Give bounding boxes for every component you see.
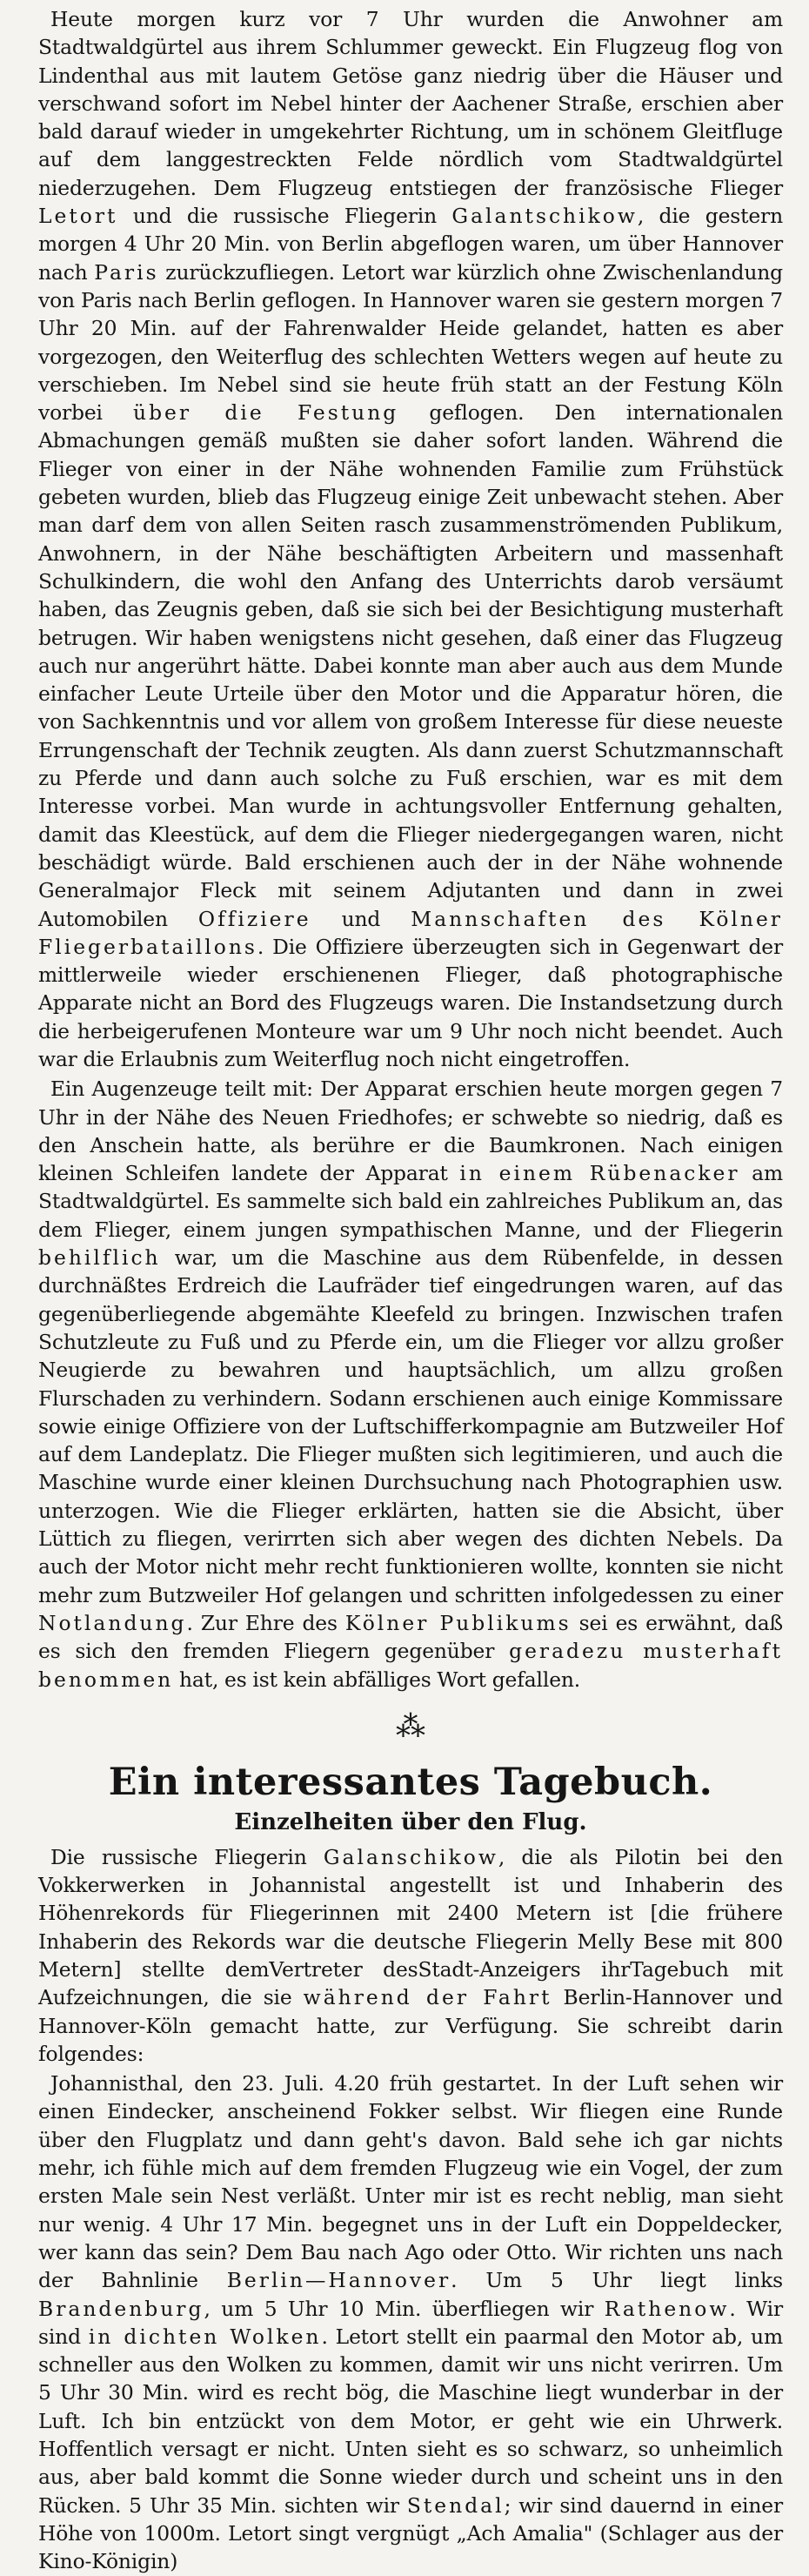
text-run: war, um die Maschine aus dem Rübenfelde, in dessen durchnäßtes Erdreich die Laufräder tief eingedrungen waren, auf das gegenüberliegende abgemähte Kleefeld zu bringen. Inzwischen trafen Schutzleute zu Fuß und zu Pferde ein, um die Flieger vor allzu großer Neugierde zu bewahren und hauptsächlich, um allzu großen Flurschaden zu verhindern. Sodann erschienen auch einige Kommissare sowie einige Offiziere von der Luftschifferkompagnie am Butzweiler Hof auf dem Landeplatz. Die Flieger mußten sich legitimieren, und auch die Maschine wurde einer kleinen Durchsuchung nach Photographien usw. unterzogen. Wie die Flieger erklärten, hatten sie die Absicht, über Lüttich zu fliegen, verirrten sich aber wegen des dichten Nebels. Da auch der Motor nicht mehr recht funktionieren wollte, konnten sie nicht mehr zum Butzweiler Hof gelangen und schritten infolgedessen zu einer (38, 1245, 783, 1607)
text-run: hat, es ist kein abfälliges Wort gefallen. (173, 1667, 581, 1692)
text-run: Heute morgen kurz vor 7 Uhr wurden die Anwohner am Stadtwaldgürtel aus ihrem Schlummer geweckt. Ein Flugzeug flog von Lindenthal aus mit lautem Getöse ganz niedrig über die Häuser und verschwand sofort im Nebel hinter der Aachener Straße, erschien aber bald darauf wieder in umgekehrter Richtung, um in schönem Gleitfluge auf dem langgestreckten Felde nördlich vom Stadtwaldgürtel niederzugehen. Dem Flugzeug entstiegen der französische Flieger (38, 7, 783, 200)
article-paragraph (38, 2070, 783, 2575)
text-run: , die als Pilotin bei den Vokkerwerken in Johannistal angestellt ist und Inhaberin des Höhenrekords für Fliegerinnen mit 2400 Metern ist [die frühere Inhaberin des Rekords war die deutsche Fliegerin Melly Bese mit 800 Metern] stellte demVertreter desStadt-Anzeigers ihrTagebuch mit Aufzeichnungen, die sie (38, 1844, 783, 2010)
section-separator: ⁂ (396, 1708, 425, 1744)
text-run: , um 5 Uhr 10 Min. überfliegen wir (204, 2296, 605, 2321)
text-run: am Stadtwaldgürtel. Es sammelte sich bald ein zahlreiches Publikum an, das dem Flieger, einem jungen sympathischen Manne, und der Fliegerin (38, 1161, 783, 1242)
text-run: Berlin-Hannover und Hannover-Köln gemacht hatte, zur Verfügung. Sie schreibt darin folgendes: (38, 1985, 783, 2066)
text-run: , die gestern morgen 4 Uhr 20 Min. von Berlin abgeflogen waren, um über Hannover nach (38, 204, 784, 285)
spaced-emphasis: Notlandung (38, 1610, 187, 1635)
text-run: sei es erwähnt, daß es sich den fremden Fliegern gegenüber (38, 1610, 783, 1664)
text-run: und die russische Fliegerin (117, 204, 452, 229)
spaced-emphasis: Stendal (406, 2492, 505, 2518)
spaced-emphasis: Letort (38, 204, 118, 229)
spaced-emphasis: Galantschikow (451, 204, 638, 229)
article-subheadline: Einzelheiten über den Flug. (234, 1808, 587, 1835)
spaced-emphasis: behilflich (38, 1245, 161, 1271)
text-run: . Um 5 Uhr liegt links (451, 2268, 783, 2293)
text-run: . Die Offiziere überzeugten sich in Gegenwart der mittlerweile wieder erschienenen Flieger, daß photographische Apparate nicht an Bord des Flugzeugs waren. Die Instandsetzung durch die herbeigerufenen Monteure war um 9 Uhr noch nicht beendet. Auch war die Erlaubnis zum Weiterflug noch nicht eingetroffen. (38, 934, 783, 1071)
article-paragraph (38, 1075, 783, 1694)
spaced-emphasis: Berlin—Hannover (226, 2268, 451, 2293)
spaced-emphasis: während der Fahrt (303, 1985, 552, 2010)
article-paragraph (38, 5, 783, 1073)
spaced-emphasis: geradezu musterhaft benommen (38, 1639, 783, 1692)
spaced-emphasis: Kölner Publikums (344, 1610, 572, 1635)
text-run: zurückzufliegen. Letort war kürzlich ohne Zwischenlandung von Paris nach Berlin geflogen. In Hannover waren sie gestern morgen 7 Uhr 20 Min. auf der Fahrenwalder Heide gelandet, hatten es aber vorgezogen, den Weiterflug des schlechten Wetters wegen auf heute zu verschieben. Im Nebel sind sie heute früh statt an der Festung Köln vorbei (38, 259, 783, 426)
spaced-emphasis: Brandenburg (38, 2296, 204, 2321)
spaced-emphasis: Paris (94, 259, 159, 285)
text-run: Ein Augenzeuge teilt mit: Der Apparat erschien heute morgen gegen 7 Uhr in der Nähe des Neuen Friedhofes; er schwebte so niedrig, daß es den Anschein hatte, als berühre er die Baumkronen. Nach einigen kleinen Schleifen landete der Apparat (38, 1077, 783, 1186)
spaced-emphasis: Rathenow (604, 2296, 730, 2321)
article-paragraph (38, 1843, 783, 2068)
spaced-emphasis: über die Festung (133, 400, 399, 426)
spaced-emphasis: Galanschikow (323, 1844, 498, 1869)
spaced-emphasis: in einem Rübenacker (459, 1161, 740, 1186)
text-run: geflogen. Den internationalen Abmachungen gemäß mußten sie daher sofort landen. Während die Flieger von einer in der Nähe wohnenden Familie zum Frühstück gebeten wurden, blieb das Flugzeug einige Zeit unbewacht stehen. Aber man darf dem von allen Seiten rasch zusammenströmenden Publikum, Anwohnern, in der Nähe beschäftigten Arbeitern und massenhaft Schulkindern, die wohl den Anfang des Unterrichts darob versäumt haben, das Zeugnis geben, daß sie sich bei der Besichtigung musterhaft betrugen. Wir haben wenigstens nicht gesehen, daß einer das Flugzeug auch nur angerührt hätte. Dabei konnte man aber auch aus dem Munde einfacher Leute Urteile über den Motor und die Apparatur hören, die von Sachkenntnis und vor allem von großem Interesse für diese neueste Errungenschaft der Technik zeugten. Als dann zuerst Schutzmannschaft zu Pferde und dann auch solche zu Fuß erschien, war es mit dem Interesse vorbei. Man wurde in achtungsvoller Entfernung gehalten, damit das Kleestück, auf dem die Flieger niedergegangen waren, nicht beschädigt würde. Bald erschienen auch der in der Nähe wohnende Generalmajor Fleck mit seinem Adjutanten und dann in zwei Automobilen (38, 400, 783, 931)
text-run: . Letort stellt ein paarmal den Motor ab, um schneller aus den Wolken zu kommen, damit wir uns nicht verirren. Um 5 Uhr 30 Min. wird es recht bög, die Maschine liegt wunderbar in der Luft. Ich bin entzückt von dem Motor, er geht wie ein Uhrwerk. Hoffentlich versagt er nicht. Unten sieht es so schwarz, so unheimlich aus, aber bald kommt die Sonne wieder durch und scheint uns in den Rücken. 5 Uhr 35 Min. sichten wir (38, 2324, 783, 2518)
text-run: . Zur Ehre des (186, 1610, 345, 1635)
text-run: Johannisthal, den 23. Juli. 4.20 früh gestartet. In der Luft sehen wir einen Eindecker, anscheinend Fokker selbst. Wir fliegen eine Runde über den Flugplatz und dann geht's davon. Bald sehe ich gar nichts mehr, ich fühle mich auf dem fremden Flugzeug wie ein Vogel, der zum ersten Male sein Nest verläßt. Unter mir ist es recht neblig, man sieht nur wenig. 4 Uhr 17 Min. begegnet uns in der Luft ein Doppeldecker, wer kann das sein? Dem Bau nach Ago oder Otto. Wir richten uns nach der Bahnlinie (38, 2071, 783, 2293)
text-run: und (311, 906, 411, 931)
article-headline: Ein interessantes Tagebuch. (108, 1760, 713, 1804)
spaced-emphasis: Offiziere (197, 906, 311, 931)
text-run: Die russische Fliegerin (50, 1844, 324, 1869)
spaced-emphasis: Mannschaften des Kölner Fliegerbataillons (38, 906, 783, 959)
spaced-emphasis: in dichten Wolken (88, 2324, 322, 2349)
text-run: ; wir sind dauernd in einer Höhe von 1000m. Letort singt vergnügt „Ach Amalia" (Schlager aus der Kino-Königin) (38, 2492, 784, 2574)
text-run: . Wir sind (38, 2296, 783, 2349)
